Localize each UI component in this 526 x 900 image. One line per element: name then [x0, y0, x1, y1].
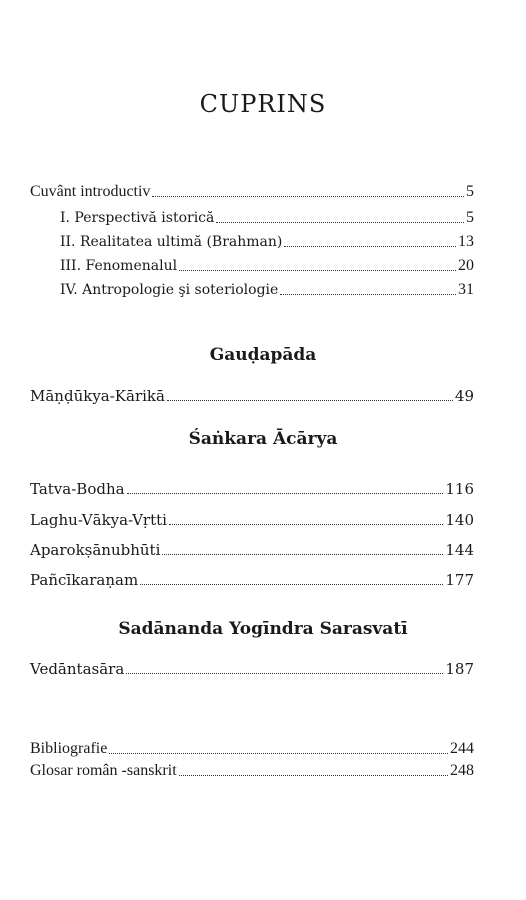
- toc-subentry: [60, 282, 474, 298]
- toc-entry-page: 49: [454, 387, 474, 405]
- toc-entry-label: II. Realitatea ultimă (Brahman): [60, 234, 283, 250]
- toc-entry-page: 5: [466, 209, 474, 226]
- toc-subentry: [60, 258, 474, 274]
- toc-entry: [30, 543, 474, 558]
- leader-dots: [109, 753, 448, 754]
- toc-entry-label: IV. Antropologie şi soteriologie: [60, 282, 279, 298]
- leader-dots: [216, 222, 464, 223]
- toc-entry-page: 244: [450, 740, 474, 757]
- leader-dots: [179, 270, 456, 271]
- toc-entry-label: Māṇḍūkya-Kārikā: [30, 387, 165, 405]
- toc-entry: [30, 662, 474, 677]
- leader-dots: [126, 673, 443, 674]
- leader-dots: [127, 493, 444, 494]
- toc-entry: [30, 389, 474, 404]
- toc-entry-label: Tatva-Bodha: [30, 480, 125, 498]
- leader-dots: [140, 584, 443, 585]
- toc-entry-page: 5: [466, 183, 474, 200]
- toc-entry-label: Aparokṣānubhūti: [30, 541, 161, 559]
- toc-entry-page: 177: [445, 571, 474, 589]
- toc-entry-glossary: [30, 763, 474, 779]
- leader-dots: [167, 400, 453, 401]
- toc-entry-label: I. Perspectivă istorică: [60, 210, 215, 226]
- toc-entry-page: 187: [445, 660, 474, 678]
- page-title: CUPRINS: [199, 90, 327, 118]
- toc-entry-label: Cuvânt introductiv: [30, 183, 151, 200]
- toc-entry-page: 31: [458, 281, 474, 298]
- toc-entry-page: 116: [445, 480, 474, 498]
- toc-entry-page: 140: [445, 511, 474, 529]
- leader-dots: [162, 554, 443, 555]
- section-heading: Gauḍapāda: [209, 345, 317, 365]
- toc-entry-intro: [30, 184, 474, 200]
- toc-entry-label: Vedāntasāra: [30, 660, 125, 678]
- toc-entry-label: Glosar român -sanskrit: [30, 762, 177, 779]
- toc-entry-page: 144: [445, 541, 474, 559]
- toc-entry: [30, 482, 474, 497]
- toc-subentry: [60, 234, 474, 250]
- toc-entry-page: 248: [450, 762, 474, 779]
- toc-entry-label: Pañcīkaraṇam: [30, 571, 139, 589]
- toc-entry-label: Laghu-Vākya-Vṛtti: [30, 511, 167, 529]
- toc-entry: [30, 513, 474, 528]
- section-heading: Śaṅkara Ācārya: [188, 429, 338, 449]
- leader-dots: [169, 524, 443, 525]
- toc-subentry: [60, 210, 474, 226]
- toc-entry-bibliography: [30, 741, 474, 757]
- toc-entry: [30, 573, 474, 588]
- toc-entry-page: 20: [458, 257, 474, 274]
- leader-dots: [280, 294, 456, 295]
- leader-dots: [179, 775, 448, 776]
- leader-dots: [284, 246, 456, 247]
- leader-dots: [152, 196, 464, 197]
- toc-entry-page: 13: [458, 233, 474, 250]
- toc-entry-label: III. Fenomenalul: [60, 258, 178, 274]
- section-heading: Sadānanda Yogīndra Sarasvatī: [118, 619, 408, 639]
- toc-entry-label: Bibliografie: [30, 740, 108, 757]
